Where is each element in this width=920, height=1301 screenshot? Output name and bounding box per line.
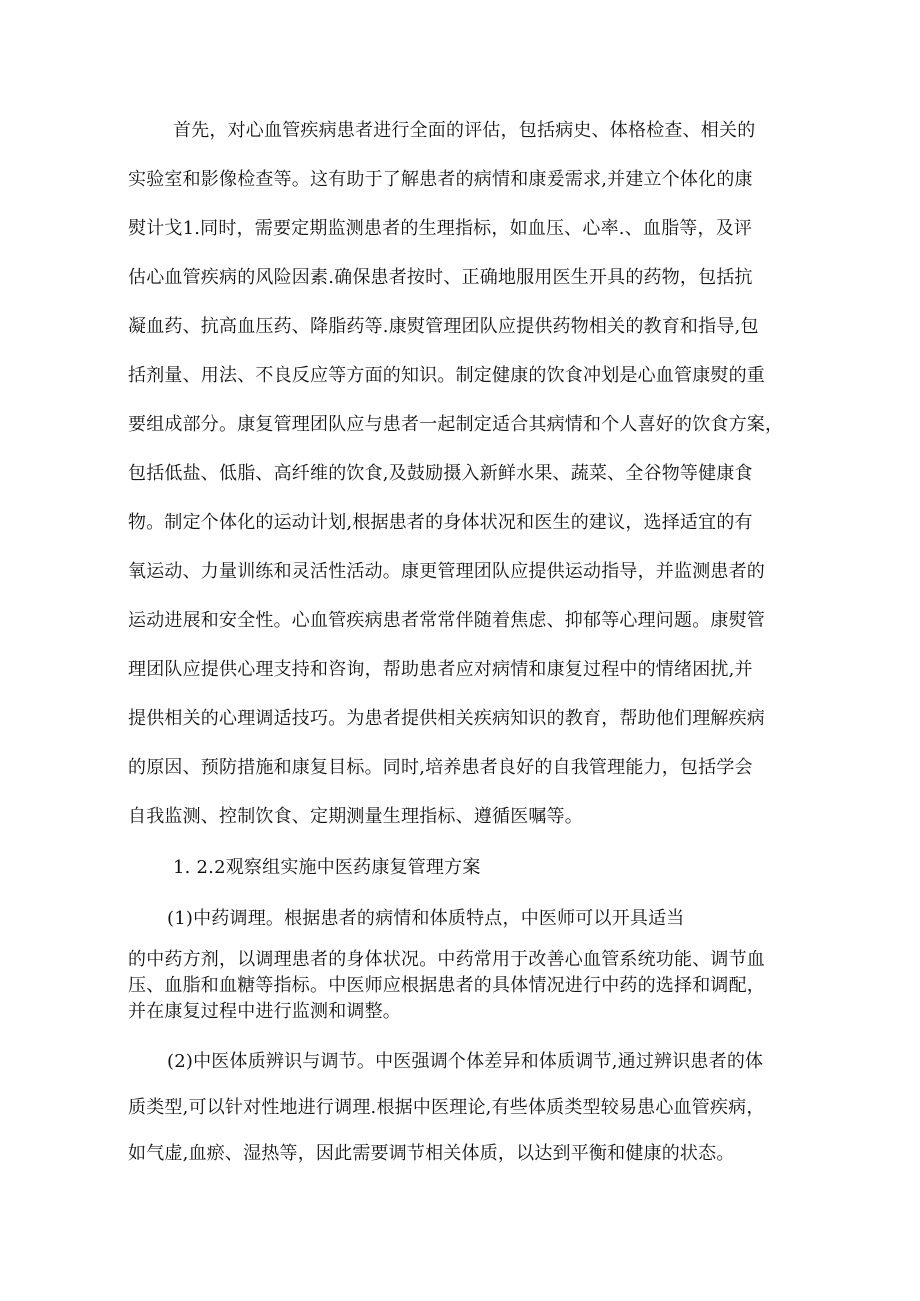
paragraph-2-line-3: 压、血脂和血糖等指标。中医师应根据患者的具体情况进行中药的选择和调配，	[128, 975, 765, 996]
paragraph-2-line-4: 并在康复过程中进行监测和调整。	[128, 1001, 401, 1022]
paragraph-1-line-6: 括剂量、用法、不良反应等方面的知识。制定健康的饮食冲划是心血管康熨的重	[128, 365, 765, 386]
paragraph-1-line-4: 估心血管疾病的风险因素.确保患者按时、正确地服用医生开具的药物，包括抗	[128, 267, 753, 288]
paragraph-1-line-14: 的原因、预防措施和康复目标。同时,培养患者良好的自我管理能力，包括学会	[128, 757, 753, 778]
paragraph-1-line-12: 理团队应提供心理支持和咨询，帮助患者应对病情和康复过程中的情绪困扰,并	[128, 659, 753, 680]
section-heading: 1. 2.2观察组实施中医药康复管理方案	[173, 857, 481, 878]
paragraph-1-line-11: 运动进展和安全性。心血管疾病患者常常伴随着焦虑、抑郁等心理问题。康熨管	[128, 610, 765, 631]
paragraph-1-line-5: 凝血药、抗高血压药、降脂药等.康熨管理团队应提供药物相关的教育和指导,包	[128, 316, 759, 337]
paragraph-1-line-2: 实验室和影像检查等。这有助于了解患者的病情和康爰需求,并建立个体化的康	[128, 169, 753, 190]
paragraph-2-line-1: (1)中药调理。根据患者的病情和体质特点，中医师可以开具适当	[167, 908, 685, 929]
paragraph-3-line-1: (2)中医体质辨识与调节。中医强调个体差异和体质调节,通过辨识患者的体	[167, 1051, 764, 1072]
paragraph-1-line-9: 物。制定个体化的运动计划,根据患者的身体状况和医生的建议，选择适宜的有	[128, 512, 753, 533]
paragraph-1-line-1: 首先，对心血管疾病患者进行全面的评估，包括病史、体格检查、相关的	[173, 120, 756, 141]
paragraph-2-line-2: 的中药方剂，以调理患者的身体状况。中药常用于改善心血管系统功能、调节血	[128, 949, 765, 970]
paragraph-3-line-2: 质类型,可以针对性地进行调理.根据中医理论,有些体质类型较易患心血管疾病，	[128, 1097, 765, 1118]
paragraph-1-line-10: 氧运动、力量训练和灵活性活动。康更管理团队应提供运动指导，并监测患者的	[128, 561, 765, 582]
paragraph-1-line-13: 提供相关的心理调适技巧。为患者提供相关疾病知识的教育，帮助他们理解疾病	[128, 708, 765, 729]
paragraph-3-line-3: 如气虚,血瘀、湿热等，因此需要调节相关体质，以达到平衡和健康的状态。	[128, 1143, 735, 1164]
paragraph-1-line-15: 自我监测、控制饮食、定期测量生理指标、遵循医嘱等。	[128, 806, 583, 827]
paragraph-1-line-3: 熨计戈1.同时，需要定期监测患者的生理指标，如血压、心率.、血脂等，及评	[128, 218, 753, 239]
paragraph-1-line-7: 要组成部分。康复管理团队应与患者一起制定适合其病情和个人喜好的饮食方案，	[128, 414, 784, 435]
paragraph-1-line-8: 包括低盐、低脂、高纤维的饮食,及鼓励摄入新鲜水果、蔬菜、全谷物等健康食	[128, 463, 753, 484]
